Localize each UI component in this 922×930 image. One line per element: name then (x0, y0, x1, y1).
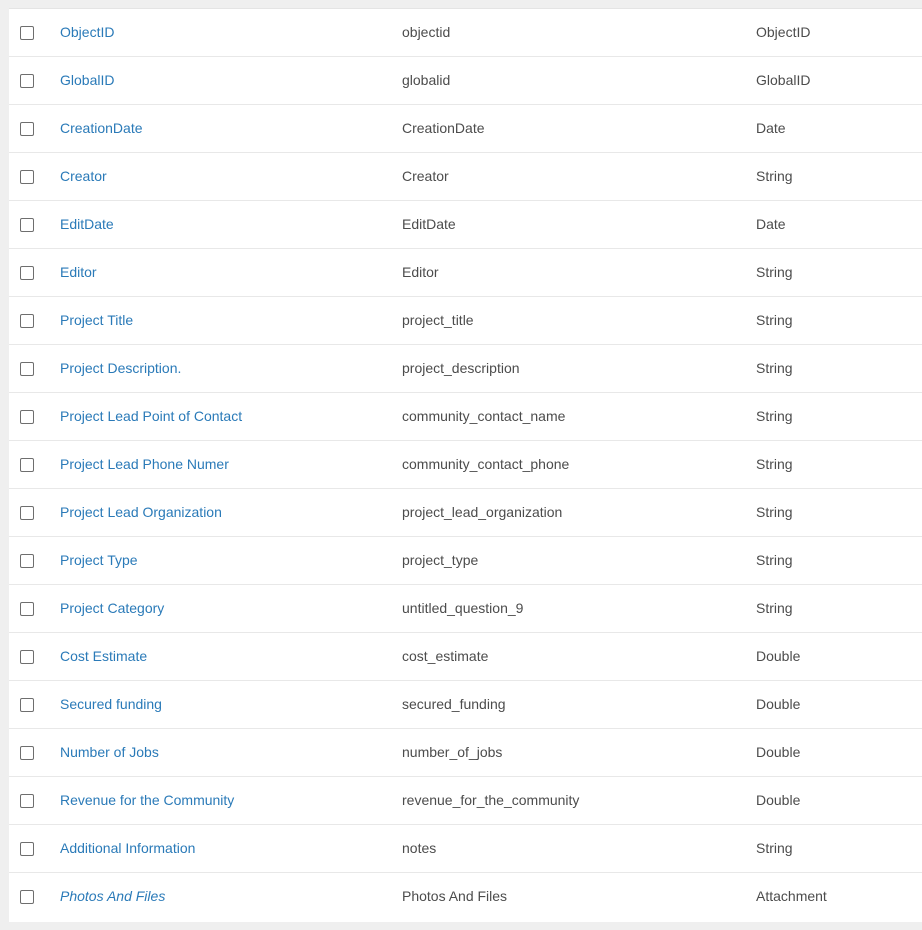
field-display-name-link[interactable]: Project Category (60, 600, 165, 616)
field-type: Date (756, 216, 786, 232)
field-type: String (756, 408, 793, 424)
field-name: secured_funding (402, 696, 506, 712)
field-type: Double (756, 792, 801, 808)
table-row (9, 249, 922, 297)
row-checkbox[interactable] (20, 170, 34, 184)
field-display-name-link[interactable]: Editor (60, 264, 97, 280)
field-type: String (756, 504, 793, 520)
field-type: String (756, 552, 793, 568)
field-name: EditDate (402, 216, 456, 232)
field-name: notes (402, 840, 437, 856)
field-name: project_description (402, 360, 520, 376)
table-row (9, 585, 922, 633)
fields-table (9, 8, 922, 922)
row-checkbox[interactable] (20, 698, 34, 712)
field-type: String (756, 168, 793, 184)
field-display-name-link[interactable]: Cost Estimate (60, 648, 148, 664)
field-display-name-link[interactable]: Project Lead Point of Contact (60, 408, 243, 424)
field-type: String (756, 312, 793, 328)
table-row (9, 9, 922, 57)
field-name: globalid (402, 72, 451, 88)
field-type: Double (756, 648, 801, 664)
field-type: GlobalID (756, 72, 811, 88)
field-display-name-link[interactable]: Project Lead Phone Numer (60, 456, 229, 472)
table-row (9, 681, 922, 729)
field-type: String (756, 840, 793, 856)
field-name: Editor (402, 264, 439, 280)
row-checkbox[interactable] (20, 506, 34, 520)
field-name: project_type (402, 552, 479, 568)
field-display-name-link[interactable]: CreationDate (60, 120, 143, 136)
row-checkbox[interactable] (20, 218, 34, 232)
table-row (9, 825, 922, 873)
row-checkbox[interactable] (20, 26, 34, 40)
table-row (9, 297, 922, 345)
field-type: String (756, 600, 793, 616)
table-row (9, 105, 922, 153)
row-checkbox[interactable] (20, 458, 34, 472)
field-name: CreationDate (402, 120, 485, 136)
fields-table-body (9, 9, 922, 921)
table-row (9, 873, 922, 921)
field-display-name-link[interactable]: GlobalID (60, 72, 115, 88)
field-name: revenue_for_the_community (402, 792, 580, 808)
table-row (9, 153, 922, 201)
table-row (9, 633, 922, 681)
field-type: String (756, 360, 793, 376)
field-name: project_title (402, 312, 474, 328)
field-display-name-link[interactable]: Creator (60, 168, 107, 184)
table-row (9, 489, 922, 537)
table-row (9, 441, 922, 489)
field-type: Double (756, 744, 801, 760)
field-display-name-link[interactable]: EditDate (60, 216, 114, 232)
field-name: community_contact_name (402, 408, 566, 424)
field-type: String (756, 264, 793, 280)
table-row (9, 393, 922, 441)
field-name: number_of_jobs (402, 744, 503, 760)
field-display-name-link[interactable]: Project Lead Organization (60, 504, 222, 520)
field-name: objectid (402, 24, 451, 40)
row-checkbox[interactable] (20, 602, 34, 616)
table-row (9, 57, 922, 105)
row-checkbox[interactable] (20, 746, 34, 760)
row-checkbox[interactable] (20, 554, 34, 568)
field-display-name-link[interactable]: Project Type (60, 552, 138, 568)
row-checkbox[interactable] (20, 794, 34, 808)
field-display-name-link[interactable]: ObjectID (60, 24, 115, 40)
field-name: Photos And Files (402, 888, 508, 904)
row-checkbox[interactable] (20, 122, 34, 136)
row-checkbox[interactable] (20, 842, 34, 856)
row-checkbox[interactable] (20, 362, 34, 376)
field-name: project_lead_organization (402, 504, 563, 520)
field-type: Date (756, 120, 786, 136)
table-row (9, 537, 922, 585)
row-checkbox[interactable] (20, 74, 34, 88)
table-row (9, 777, 922, 825)
field-name: Creator (402, 168, 449, 184)
field-type: ObjectID (756, 24, 811, 40)
row-checkbox[interactable] (20, 650, 34, 664)
row-checkbox[interactable] (20, 266, 34, 280)
field-display-name-link[interactable]: Project Description. (60, 360, 182, 376)
field-type: Double (756, 696, 801, 712)
field-type: Attachment (756, 888, 827, 904)
field-name: community_contact_phone (402, 456, 570, 472)
field-display-name-link[interactable]: Project Title (60, 312, 134, 328)
row-checkbox[interactable] (20, 410, 34, 424)
table-row (9, 201, 922, 249)
field-display-name-link[interactable]: Additional Information (60, 840, 196, 856)
field-display-name-link[interactable]: Revenue for the Community (60, 792, 235, 808)
field-name: untitled_question_9 (402, 600, 524, 616)
field-display-name-link[interactable]: Secured funding (60, 696, 162, 712)
row-checkbox[interactable] (20, 314, 34, 328)
field-display-name-link[interactable]: Photos And Files (60, 888, 166, 904)
row-checkbox[interactable] (20, 890, 34, 904)
field-display-name-link[interactable]: Number of Jobs (60, 744, 159, 760)
table-row (9, 729, 922, 777)
table-row (9, 345, 922, 393)
field-type: String (756, 456, 793, 472)
field-name: cost_estimate (402, 648, 489, 664)
